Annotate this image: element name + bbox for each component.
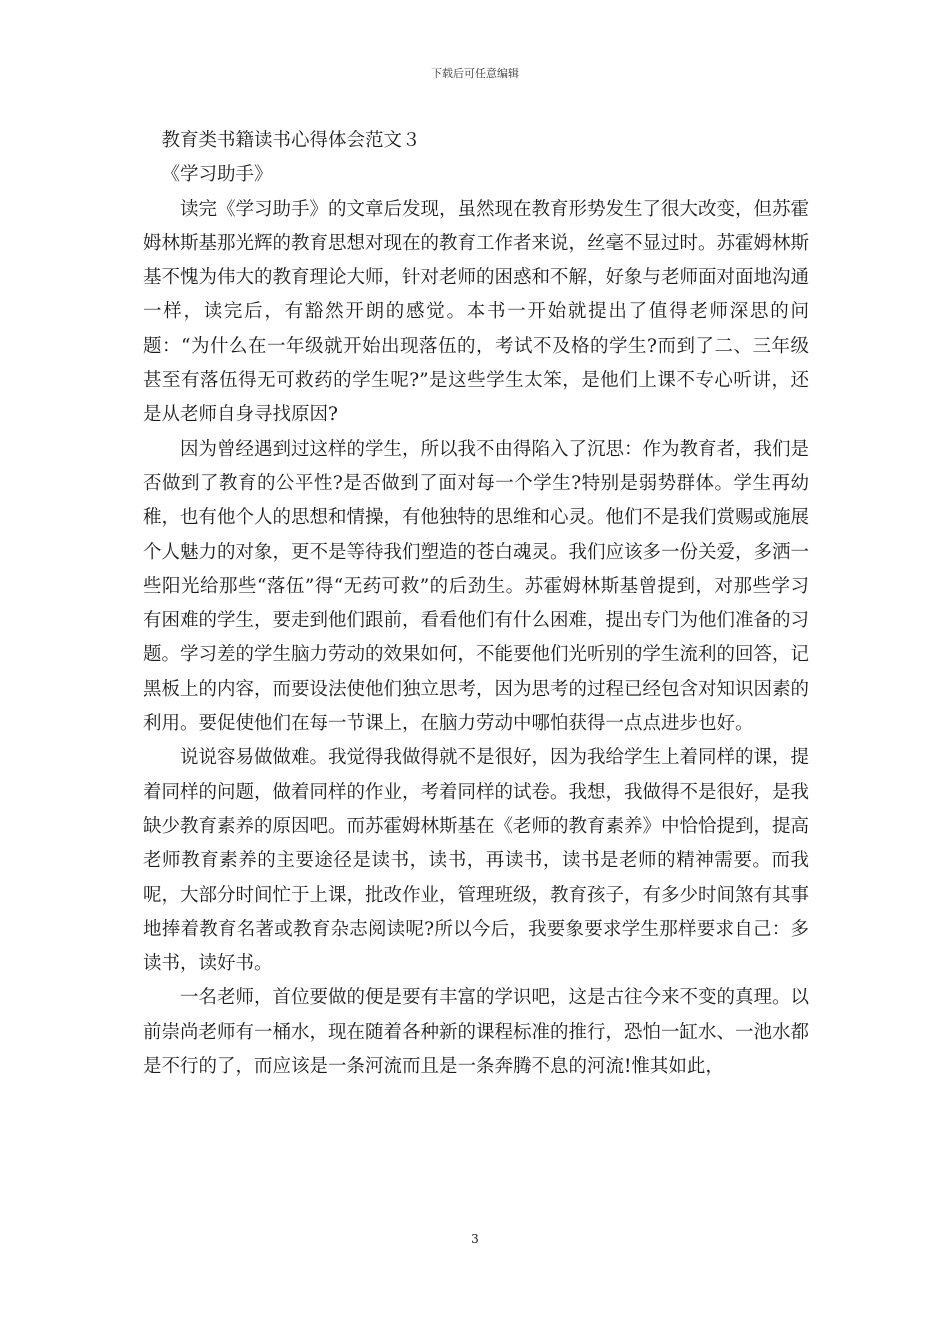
page-number: 3	[471, 1232, 479, 1246]
document-subtitle: 《学习助手》	[161, 164, 273, 186]
document-body	[143, 124, 809, 1084]
paragraph: 因为曾经遇到过这样的学生，所以我不由得陷入了沉思：作为教育者，我们是否做到了教育的公平性?是否做到了面对每一个学生?特别是弱势群体。学生再幼稚，也有他个人的思想和情操，有他独特的思维和心灵。他们不是我们赏赐或施展个人魅力的对象，更不是等待我们塑造的苍白魂灵。我们应该多一份关爱，多洒一些阳光给那些“落伍”得“无药可救”的后劲生。苏霍姆林斯基曾提到，对那些学习有困难的学生，要走到他们跟前，看看他们有什么困难，提出专门为他们准备的习题。学习差的学生脑力劳动的效果如何，不能要他们光听别的学生流利的回答，记黑板上的内容，而要设法使他们独立思考，因为思考的过程已经包含对知识因素的利用。要促使他们在每一节课上，在脑力劳动中哪怕获得一点点进步也好。	[143, 438, 810, 735]
paragraph: 一名老师，首位要做的便是要有丰富的学识吧，这是古往今来不变的真理。以前崇尚老师有一桶水，现在随着各种新的课程标准的推行，恐怕一缸水、一池水都是不行的了，而应该是一条河流而且是一条奔腾不息的河流!惟其如此，	[143, 987, 810, 1078]
paragraph: 说说容易做做难。我觉得我做得就不是很好，因为我给学生上着同样的课，提着同样的问题，做着同样的作业，考着同样的试卷。我想，我做得不是很好，是我缺少教育素养的原因吧。而苏霍姆林斯基在《老师的教育素养》中恰恰提到，提高老师教育素养的主要途径是读书，读书，再读书，读书是老师的精神需要。而我呢，大部分时间忙于上课，批改作业，管理班级，教育孩子，有多少时间煞有其事地捧着教育名著或教育杂志阅读呢?所以今后，我要象要求学生那样要求自己：多读书，读好书。	[143, 747, 810, 975]
paragraph: 读完《学习助手》的文章后发现，虽然现在教育形势发生了很大改变，但苏霍姆林斯基那光辉的教育思想对现在的教育工作者来说，丝毫不显过时。苏霍姆林斯基不愧为伟大的教育理论大师，针对老师的困惑和不解，好象与老师面对面地沟通一样，读完后，有豁然开朗的感觉。本书一开始就提出了值得老师深思的问题：“为什么在一年级就开始出现落伍的，考试不及格的学生?而到了二、三年级甚至有落伍得无可救药的学生呢?”是这些学生太笨，是他们上课不专心听讲，还是从老师自身寻找原因?	[143, 198, 810, 426]
page-header: 下载后可任意编辑	[431, 67, 519, 80]
document-title: 教育类书籍读书心得体会范文３	[161, 130, 421, 151]
